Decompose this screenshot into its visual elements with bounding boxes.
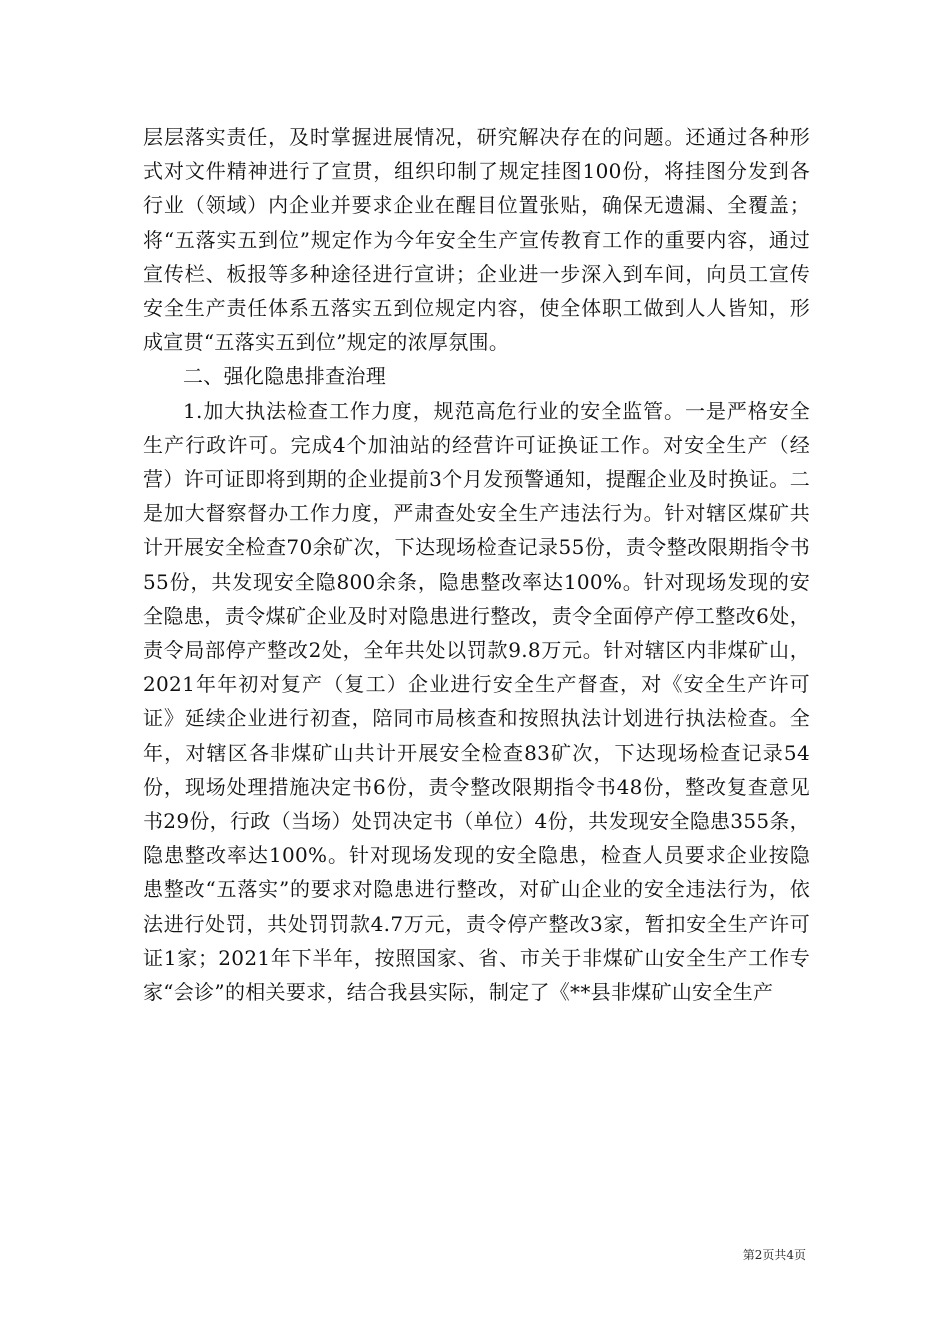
section-heading: 二、强化隐患排查治理: [183, 364, 386, 389]
page-number: 第2页共4页: [742, 1248, 806, 1262]
document-body: [143, 120, 810, 1009]
paragraph-enforcement: 1.加大执法检查工作力度，规范高危行业的安全监管。一是严格安全生产行政许可。完成4个加油站的经营许可证换证工作。对安全生产（经营）许可证即将到期的企业提前3个月发预警通知，提醒企业及时换证。二是加大督察督办工作力度，严肃查处安全生产违法行为。针对辖区煤矿共计开展安全检查70余矿次，下达现场检查记录55份，责令整改限期指令书55份，共发现安全隐800余条，隐患整改率达100%。针对现场发现的安全隐患，责令煤矿企业及时对隐患进行整改，责令全面停产停工整改6处，责令局部停产整改2处，全年共处以罚款9.8万元。针对辖区内非煤矿山，2021年年初对复产（复工）企业进行安全生产督查，对《安全生产许可证》延续企业进行初查，陪同市局核查和按照执法计划进行执法检查。全年，对辖区各非煤矿山共计开展安全检查83矿次，下达现场检查记录54份，现场处理措施决定书6份，责令整改限期指令书48份，整改复查意见书29份，行政（当场）处罚决定书（单位）4份，共发现安全隐患355条，隐患整改率达100%。针对现场发现的安全隐患，检查人员要求企业按隐患整改“五落实”的要求对隐患进行整改，对矿山企业的安全违法行为，依法进行处罚，共处罚罚款4.7万元，责令停产整改3家，暂扣安全生产许可证1家；2021年下半年，按照国家、省、市关于非煤矿山安全生产工作专家“会诊”的相关要求，结合我县实际，制定了《**县非煤矿山安全生产: [143, 398, 810, 1005]
paragraph-continuation: 层层落实责任，及时掌握进展情况，研究解决存在的问题。还通过各种形式对文件精神进行了宣贯，组织印制了规定挂图100份，将挂图分发到各行业（领域）内企业并要求企业在醒目位置张贴，确保无遗漏、全覆盖；将“五落实五到位”规定作为今年安全生产宣传教育工作的重要内容，通过宣传栏、板报等多种途径进行宣讲；企业进一步深入到车间，向员工宣传安全生产责任体系五落实五到位规定内容，使全体职工做到人人皆知，形成宣贯“五落实五到位”规定的浓厚氛围。: [143, 125, 810, 355]
